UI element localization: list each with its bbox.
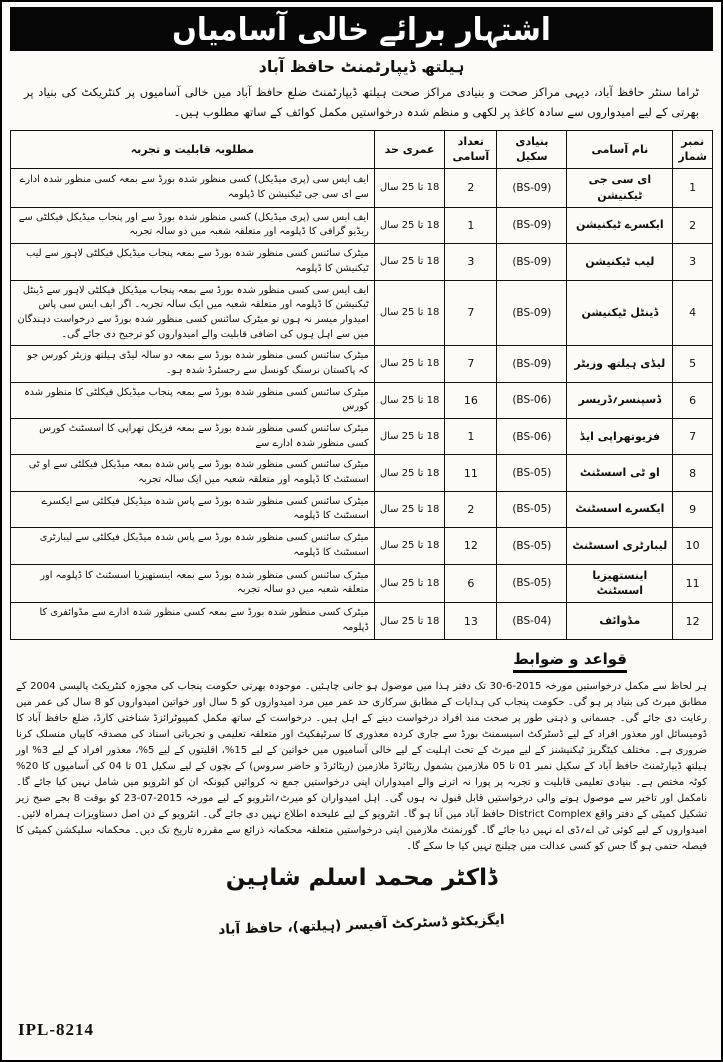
vacancy-table-body [11, 168, 713, 639]
cell-count: 2 [445, 491, 497, 527]
cell-post: ڈینٹل ٹیکنیشن [567, 280, 673, 346]
cell-count: 6 [445, 564, 497, 603]
table-row [11, 280, 713, 346]
cell-qualification: ایف ایس سی کسی منظور شدہ بورڈ سے بمعہ پنجاب میڈیکل فیکلٹی لاہور سے ڈینٹل ٹیکنیشن کا ڈپلومہ اور متعلقہ شعبہ میں ایک سالہ تجربہ۔ اگر ایف ایس سی پاس امیدوار میسر نہ ہوں تو میٹرک سائنس کسی منظور شدہ بورڈ سے درخواست دہندگان میں سے اہل ہوں کی اضافی قابلیت والے امیدواروں کو ترجیح دی جائے گی۔ [11, 280, 375, 346]
cell-qualification: میٹرک سائنس کسی منظور شدہ بورڈ سے بمعہ اینستھیزیا اسسٹنٹ کا ڈپلومہ اور متعلقہ شعبہ میں دو سالہ تجربہ [11, 564, 375, 603]
cell-qualification: میٹرک سائنس کسی منظور شدہ بورڈ سے بمعہ پنجاب میڈیکل فیکلٹی لاہور سے لیب ٹیکنیشن کا ڈپلومہ [11, 244, 375, 280]
cell-post: او ٹی اسسٹنٹ [567, 455, 673, 491]
cell-age: 18 تا 25 سال [374, 346, 445, 382]
rules-paragraph: ہر لحاظ سے مکمل درخواستیں مورخہ ‎30-6-2015‎ تک دفتر ہذا میں موصول ہو جانی چاہئیں۔ موجودہ بھرتی حکومت پنجاب کی مجوزہ کنٹریکٹ پالیسی 2004 کے مطابق میرٹ کی بنیاد پر ہو گی۔ حکومت پنجاب کی ہدایات کے مطابق سرکاری حد عمر میں مرد امیدواروں کو 5 سال اور خواتین امیدواروں کو 8 سال کی عمر میں رعایت دی جائے گی۔ جسمانی و ذہنی طور پر صحت مند افراد درخواست دینے کے اہل ہیں۔ درخواست کے ساتھ مکمل کمپیوٹرائزڈ شناختی کارڈ، ضلع حافظ آباد کا ڈومیسائل اور معذور افراد کے لیے ڈسٹرکٹ اسیسمنٹ بورڈ سے جاری کردہ معذوری کا سرٹیفکیٹ اور متعلقہ تعلیمی و تجرباتی اسناد کی مصدقہ کاپیاں منسلک کرنا ضروری ہے۔ مختلف کیٹگریز ٹیکنیشنز کے لیے میرٹ کے تحت اہلیت کے لیے خالی آسامیوں میں خواتین کے لیے 15%، اقلیتوں کے لیے 5%، معذور افراد کے لیے 3% اور ہیلتھ ڈیپارٹمنٹ حافظ آباد کے سکیل نمبر ‎01‎ تا ‎05‎ ملازمین بشمول ریٹائرڈ ملازمین (ریٹائرڈ و حاضر سروس) کے بچوں کے لیے سکیل ‎01‎ تا ‎04‎ کی آسامیوں کا 20% کوٹہ مختص ہے۔ بنیادی تعلیمی قابلیت و تجربہ پر پورا نہ اترنے والے امیدواران اپنی درخواستیں جمع نہ کروائیں کیونکہ ان کو انٹرویو میں شامل نہیں کیا جائے گا۔ نامکمل اور تاخیر سے موصول ہونے والی درخواستیں قابل قبول نہ ہوں گی۔ اہل امیدواران کو میرٹ؍انٹرویو کے لیے مورخہ ‎23-07-2015‎ کو بوقت 8 بجے صبح زیر تشکیل کمیٹی کے دفتر واقع District Complex حافظ آباد میں آنا ہو گا۔ انٹرویو کے لیے علیحدہ اطلاع نہیں دی جائے گی۔ انٹرویو کے دن اصل دستاویزات ہمراہ لائیں۔ امیدواروں کے لیے کوئی ٹی اے؍ڈی اے نہیں دیا جائے گا۔ گورنمنٹ ملازمین اپنی درخواستیں متعلقہ محکمانہ ذرائع سے مقررہ تاریخ تک دیں۔ محکمانہ سلیکشن کمیٹی کا فیصلہ حتمی ہو گا جس کو کسی عدالت میں چیلنج نہیں کیا جا سکے گا۔ [16, 680, 708, 852]
cell-age: 18 تا 25 سال [374, 419, 445, 455]
cell-no: 10 [673, 528, 713, 564]
cell-age: 18 تا 25 سال [374, 280, 445, 346]
cell-scale: (BS-06) [497, 419, 567, 455]
table-row [11, 168, 713, 207]
rules-heading: قواعد و ضوابط [513, 650, 627, 673]
cell-post: ای سی جی ٹیکنیشن [567, 168, 673, 207]
cell-no: 11 [673, 564, 713, 603]
cell-count: 13 [445, 603, 497, 639]
cell-scale: (BS-06) [497, 382, 567, 418]
department-title: ہیلتھ ڈیپارٹمنٹ حافظ آباد [258, 57, 465, 76]
cell-qualification: میٹرک سائنس کسی منظور شدہ بورڈ سے پاس شدہ میڈیکل فیکلٹی سے لیبارٹری اسسٹنٹ کا ڈپلومہ [11, 528, 375, 564]
cell-no: 6 [673, 382, 713, 418]
table-row [11, 419, 713, 455]
cell-post: ڈسپنسر؍ڈریسر [567, 382, 673, 418]
cell-qualification: میٹرک سائنس کسی منظور شدہ بورڈ سے بمعہ دو سالہ لیڈی ہیلتھ وزیٹر کورس جو کہ پاکستان نرسنگ کونسل سے رجسٹرڈ شدہ ہو۔ [11, 346, 375, 382]
cell-no: 8 [673, 455, 713, 491]
cell-age: 18 تا 25 سال [374, 603, 445, 639]
cell-no: 12 [673, 603, 713, 639]
ad-reference-code: IPL-8214 [18, 1020, 94, 1039]
col-post-name: نام آسامی [567, 131, 673, 169]
cell-post: ایکسرے ٹیکنیشن [567, 207, 673, 243]
table-row [11, 207, 713, 243]
table-row [11, 603, 713, 639]
cell-post: ایکسرے اسسٹنٹ [567, 491, 673, 527]
cell-scale: (BS-09) [497, 244, 567, 280]
cell-no: 3 [673, 244, 713, 280]
cell-scale: (BS-09) [497, 280, 567, 346]
cell-no: 9 [673, 491, 713, 527]
cell-age: 18 تا 25 سال [374, 528, 445, 564]
col-post-count: تعداد آسامی [445, 131, 497, 169]
col-age-limit: عمری حد [374, 131, 445, 169]
cell-post: لیڈی ہیلتھ وزیٹر [567, 346, 673, 382]
intro-paragraph: ٹراما سنٹر حافظ آباد، دیہی مراکز صحت و بنیادی مراکز صحت ہیلتھ ڈیپارٹمنٹ ضلع حافظ آباد میں خالی آسامیوں پر کنٹریکٹ کی بنیاد پر بھرتی کے لیے امیدواروں سے سادہ کاغذ پر لکھی و منظم شدہ درخواستیں مکمل کوائف کے ساتھ مطلوب ہیں۔ [24, 85, 699, 119]
cell-scale: (BS-09) [497, 207, 567, 243]
cell-age: 18 تا 25 سال [374, 564, 445, 603]
cell-no: 5 [673, 346, 713, 382]
cell-count: 7 [445, 346, 497, 382]
cell-no: 7 [673, 419, 713, 455]
signatory-name: ڈاکٹر محمد اسلم شاہین [225, 864, 498, 891]
col-serial-number: نمبر شمار [673, 131, 713, 169]
table-row [11, 382, 713, 418]
cell-scale: (BS-05) [497, 528, 567, 564]
cell-count: 1 [445, 419, 497, 455]
cell-qualification: میٹرک سائنس کسی منظور شدہ بورڈ سے بمعہ پنجاب میڈیکل فیکلٹی کا منظور شدہ کورس [11, 382, 375, 418]
cell-qualification: میٹرک کسی منظور شدہ بورڈ سے بمعہ کسی منظور شدہ ادارے سے مڈوائفری کا ڈپلومہ [11, 603, 375, 639]
cell-no: 2 [673, 207, 713, 243]
ad-content [10, 57, 713, 938]
ad-banner [10, 7, 713, 51]
cell-scale: (BS-09) [497, 168, 567, 207]
cell-no: 4 [673, 280, 713, 346]
cell-count: 1 [445, 207, 497, 243]
cell-age: 18 تا 25 سال [374, 382, 445, 418]
banner-title: اشتہار برائے خالی آسامیاں [172, 10, 551, 48]
cell-scale: (BS-05) [497, 491, 567, 527]
table-row [11, 528, 713, 564]
cell-age: 18 تا 25 سال [374, 207, 445, 243]
table-row [11, 455, 713, 491]
cell-scale: (BS-05) [497, 564, 567, 603]
cell-qualification: ایف ایس سی (پری میڈیکل) کسی منظور شدہ بورڈ سے بمعہ کسی منظور شدہ ادارے سے ای سی جی ٹیکنیشن کا ڈپلومہ [11, 168, 375, 207]
cell-no: 1 [673, 168, 713, 207]
cell-age: 18 تا 25 سال [374, 244, 445, 280]
signature-block [10, 864, 713, 938]
cell-post: اینستھیزیا اسسٹنٹ [567, 564, 673, 603]
signatory-designation: ایگزیکٹو ڈسٹرکٹ آفیسر (ہیلتھ)، حافظ آباد [218, 911, 505, 938]
cell-age: 18 تا 25 سال [374, 491, 445, 527]
cell-count: 2 [445, 168, 497, 207]
cell-count: 11 [445, 455, 497, 491]
cell-qualification: ایف ایس سی (پری میڈیکل) کسی منظور شدہ بورڈ سے اور پنجاب میڈیکل فیکلٹی سے ریڈیو گرافی کا ڈپلومہ اور متعلقہ شعبہ میں دو سالہ تجربہ [11, 207, 375, 243]
rules-heading-wrap [10, 640, 713, 677]
cell-post: مڈوائف [567, 603, 673, 639]
cell-count: 3 [445, 244, 497, 280]
vacancy-table [10, 130, 713, 640]
cell-scale: (BS-04) [497, 603, 567, 639]
cell-qualification: میٹرک سائنس کسی منظور شدہ بورڈ سے بمعہ فزیکل تھراپی کا اسسٹنٹ کورس کسی منظور شدہ ادارے سے [11, 419, 375, 455]
cell-post: لیبارٹری اسسٹنٹ [567, 528, 673, 564]
cell-scale: (BS-09) [497, 346, 567, 382]
cell-qualification: میٹرک سائنس کسی منظور شدہ بورڈ سے پاس شدہ میڈیکل فیکلٹی سے ایکسرے اسسٹنٹ کا ڈپلومہ [11, 491, 375, 527]
cell-post: فزیوتھراپی ایڈ [567, 419, 673, 455]
cell-age: 18 تا 25 سال [374, 168, 445, 207]
cell-qualification: میٹرک سائنس کسی منظور شدہ بورڈ سے پاس شدہ بمعہ میڈیکل فیکلٹی سے او ٹی اسسٹنٹ کا ڈپلومہ اور متعلقہ شعبہ میں ایک سالہ تجربہ [11, 455, 375, 491]
table-header-row [11, 131, 713, 169]
cell-count: 12 [445, 528, 497, 564]
table-row [11, 346, 713, 382]
table-row [11, 564, 713, 603]
cell-count: 16 [445, 382, 497, 418]
cell-scale: (BS-05) [497, 455, 567, 491]
cell-age: 18 تا 25 سال [374, 455, 445, 491]
cell-count: 7 [445, 280, 497, 346]
col-basic-scale: بنیادی سکیل [497, 131, 567, 169]
table-row [11, 244, 713, 280]
cell-post: لیب ٹیکنیشن [567, 244, 673, 280]
table-row [11, 491, 713, 527]
col-qualification: مطلوبہ قابلیت و تجربہ [11, 131, 375, 169]
